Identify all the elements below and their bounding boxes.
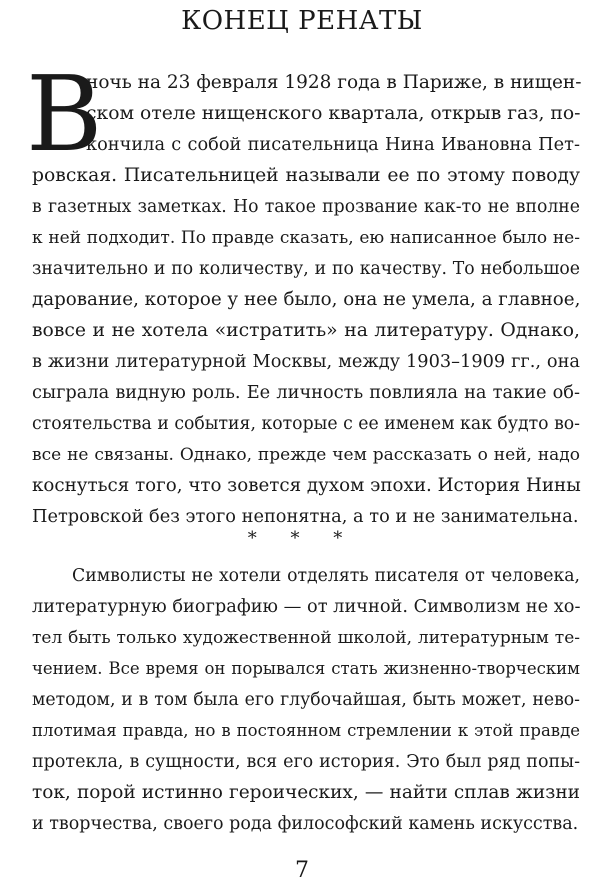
text-line: коснуться того, что зовется духом эпохи. История Нины [32, 475, 581, 496]
text-line: к ней подходит. По правде сказать, ею написанное было не- [32, 228, 580, 248]
text-line: методом, и в том была его глубочайшая, быть может, нево- [32, 690, 580, 710]
text-line: ночь на 23 февраля 1928 года в Париже, в нищен- [86, 72, 582, 93]
text-line: стоятельства и события, которые с ее именем как будто во- [32, 414, 580, 434]
text-line: ском отеле нищенского квартала, открыв газ, по- [86, 103, 581, 124]
text-line: Символисты не хотели отделять писателя от человека, [72, 566, 580, 586]
text-line: литературную биографию — от личной. Символизм не хо- [32, 597, 581, 617]
text-line: в жизни литературной Москвы, между 1903–1909 гг., она [32, 352, 580, 372]
text-line: дарование, которое у нее было, она не умела, а главное, [32, 289, 581, 310]
text-line: в газетных заметках. Но такое прозвание как-то не вполне [32, 197, 580, 217]
text-line: ровская. Писательницей называли ее по этому поводу [32, 165, 580, 186]
chapter-title: КОНЕЦ РЕНАТЫ [181, 6, 423, 36]
text-line: Петровской без этого непонятна, а то и не занимательна. [32, 507, 579, 527]
text-line: плотимая правда, но в постоянном стремлении к этой правде [32, 721, 580, 740]
text-line: протекла, в сущности, вся его история. Это был ряд попы- [32, 752, 580, 772]
text-line: и творчества, своего рода философский камень искусства. [32, 814, 579, 834]
text-line: все не связаны. Однако, прежде чем рассказать о ней, надо [32, 445, 580, 465]
text-line: чением. Все время он порывался стать жизненно-творческим [32, 659, 580, 678]
page-number: 7 [295, 858, 309, 883]
text-line: вовсе и не хотела «истратить» на литературу. Однако, [32, 320, 580, 341]
text-line: значительно и по количеству, и по качеству. То небольшое [32, 259, 580, 279]
drop-cap: В [26, 53, 103, 175]
text-line: кончила с собой писательница Нина Ивановна Пет- [86, 135, 580, 155]
section-separator: * * * [247, 528, 357, 549]
text-line: сыграла видную роль. Ее личность повлияла на такие об- [32, 383, 580, 403]
text-line: тел быть только художественной школой, литературным те- [32, 628, 580, 648]
text-line: ток, порой истинно героических, — найти сплав жизни [32, 782, 580, 803]
